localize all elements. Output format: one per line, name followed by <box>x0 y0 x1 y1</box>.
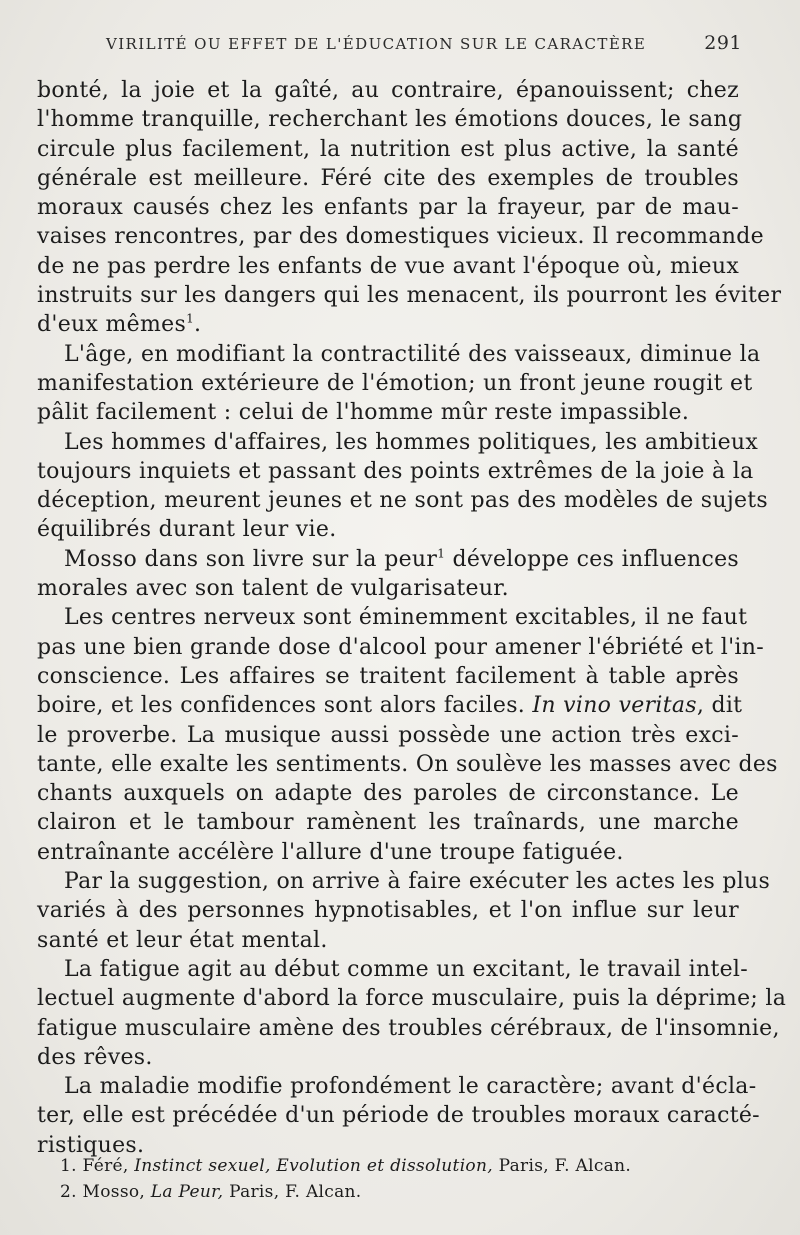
text-line: entraînante accélère l'allure d'une troupe fatiguée. <box>37 839 624 865</box>
text-line: La maladie modifie profondément le caractère; avant d'écla- <box>64 1074 757 1100</box>
text-line: conscience. Les affaires se traitent facilement à table après <box>37 663 739 689</box>
text-line: variés à des personnes hypnotisables, et l'on influe sur leur <box>37 898 739 924</box>
running-title: VIRILITÉ OU EFFET DE L'ÉDUCATION SUR LE CARACTÈRE <box>106 35 647 53</box>
text-line: chants auxquels on adapte des paroles de circonstance. Le <box>37 781 739 807</box>
paragraph <box>37 867 771 955</box>
text-line: boire, et les confidences sont alors faciles. In vino veritas, dit <box>37 693 743 719</box>
paragraph <box>37 340 761 428</box>
text-line: manifestation extérieure de l'émotion; un front jeune rougit et <box>37 370 753 396</box>
text-line: vaises rencontres, par des domestiques vicieux. Il recommande <box>37 224 764 250</box>
footnote <box>60 1153 720 1179</box>
text-line: pas une bien grande dose d'alcool pour amener l'ébriété et l'in- <box>37 634 764 660</box>
text-line: fatigue musculaire amène des troubles cérébraux, de l'insomnie, <box>37 1015 780 1041</box>
text-line: de ne pas perdre les enfants de vue avant l'époque où, mieux <box>37 253 740 279</box>
text-line: le proverbe. La musique aussi possède une action très exci- <box>37 722 739 748</box>
text-line: pâlit facilement : celui de l'homme mûr reste impassible. <box>37 400 690 426</box>
paragraph <box>37 428 768 545</box>
paragraph <box>37 1072 760 1160</box>
footnote <box>60 1179 720 1205</box>
footnote-title: Instinct sexuel, Evolution et dissolution, <box>134 1156 493 1176</box>
paragraph <box>37 76 782 340</box>
text-line: l'homme tranquille, recherchant les émotions douces, le sang <box>37 107 743 133</box>
text-line: circule plus facilement, la nutrition est plus active, la santé <box>37 136 739 162</box>
text-line: clairon et le tambour ramènent les traînards, une marche <box>37 810 739 836</box>
text-line: La fatigue agit au début comme un excitant, le travail intel- <box>64 956 748 982</box>
footnote-publisher: Paris, F. Alcan. <box>229 1182 362 1202</box>
footnote-author: Féré, <box>82 1156 129 1176</box>
text-line: générale est meilleure. Féré cite des exemples de troubles <box>37 165 739 191</box>
footnote-number: 2. <box>60 1182 77 1202</box>
running-header <box>106 32 742 54</box>
text-line: toujours inquiets et passant des points extrêmes de la joie à la <box>37 458 754 484</box>
text-line: ter, elle est précédée d'un période de troubles moraux caracté- <box>37 1103 760 1129</box>
paragraph <box>37 603 778 867</box>
text-line: des rêves. <box>37 1044 153 1070</box>
text-line: Par la suggestion, on arrive à faire exécuter les actes les plus <box>64 869 771 895</box>
text-line: instruits sur les dangers qui les menacent, ils pourront les éviter <box>37 283 782 309</box>
text-line: tante, elle exalte les sentiments. On soulève les masses avec des <box>37 751 778 777</box>
page-number: 291 <box>704 32 742 54</box>
footnote-number: 1. <box>60 1156 77 1176</box>
text-line: d'eux mêmes$^1$. <box>37 312 202 338</box>
text-line: morales avec son talent de vulgarisateur. <box>37 576 509 602</box>
footnote-publisher: Paris, F. Alcan. <box>498 1156 632 1176</box>
text-line: santé et leur état mental. <box>37 927 328 953</box>
text-line: bonté, la joie et la gaîté, au contraire, épanouissent; chez <box>37 78 739 103</box>
text-line: moraux causés chez les enfants par la frayeur, par de mau- <box>37 195 739 221</box>
text-line: ristiques. <box>37 1132 145 1158</box>
text-line: Les centres nerveux sont éminemment excitables, il ne faut <box>64 605 748 631</box>
body-text <box>37 76 787 1160</box>
text-line: L'âge, en modifiant la contractilité des vaisseaux, diminue la <box>64 341 761 367</box>
text-line: déception, meurent jeunes et ne sont pas des modèles de sujets <box>37 488 768 514</box>
text-line: Mosso dans son livre sur la peur$^1$ développe ces influences <box>64 546 739 572</box>
footnote-author: Mosso, <box>82 1182 146 1202</box>
text-line: lectuel augmente d'abord la force musculaire, puis la déprime; la <box>37 986 787 1012</box>
footnotes <box>60 1153 720 1205</box>
paragraph <box>37 955 787 1072</box>
text-line: équilibrés durant leur vie. <box>37 517 337 543</box>
footnote-title: La Peur, <box>150 1182 224 1202</box>
paragraph <box>37 545 739 604</box>
text-line: Les hommes d'affaires, les hommes politiques, les ambitieux <box>64 429 759 455</box>
